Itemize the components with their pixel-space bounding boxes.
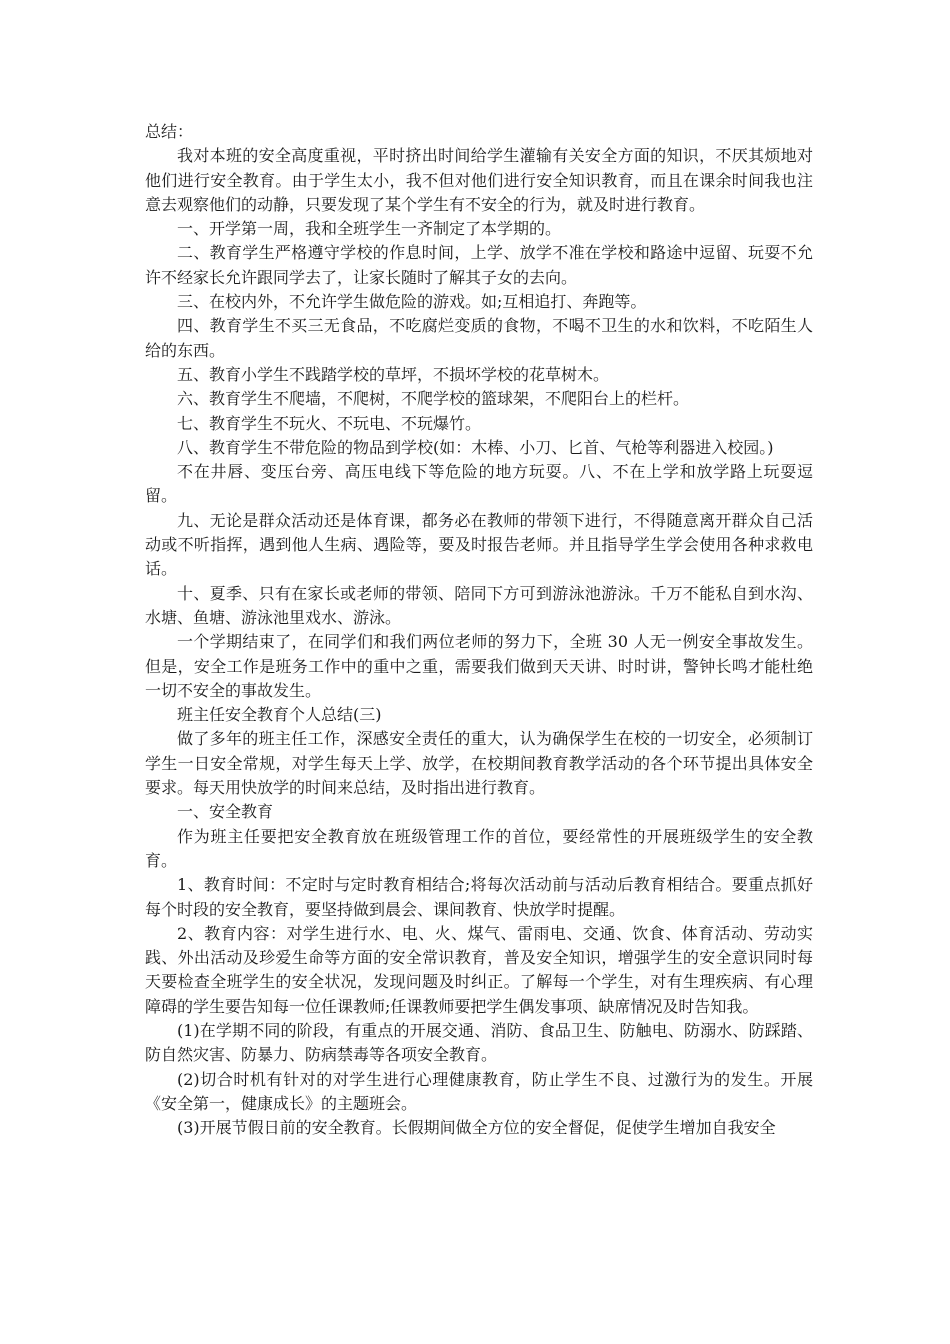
paragraph: 七、教育学生不玩火、不玩电、不玩爆竹。 [177, 413, 482, 433]
paragraph: 一个学期结束了，在同学们和我们两位老师的努力下，全班 30 人无一例安全事故发生。但是，安全工作是班务工作中的重中之重，需要我们做到天天讲、时时讲，警钟长鸣才能杜绝一切不安全的事故发生。 [145, 632, 813, 700]
paragraph: 三、在校内外，不允许学生做危险的游戏。如;互相追打、奔跑等。 [177, 292, 647, 312]
paragraph: 作为班主任要把安全教育放在班级管理工作的首位，要经常性的开展班级学生的安全教育。 [145, 826, 813, 870]
paragraph: 八、教育学生不带危险的物品到学校(如：木棒、小刀、匕首、气枪等利器进入校园。) [177, 437, 774, 457]
paragraph: 六、教育学生不爬墙，不爬树，不爬学校的篮球架，不爬阳台上的栏杆。 [177, 389, 690, 409]
paragraph: 做了多年的班主任工作，深感安全责任的重大，认为确保学生在校的一切安全，必须制订学生一日安全常规，对学生每天上学、放学，在校期间教育教学活动的各个环节提出具体安全要求。每天用快放学的时间来总结，及时指出进行教育。 [145, 729, 813, 798]
subsection-heading: 一、安全教育 [177, 802, 274, 822]
document-page [145, 120, 813, 1140]
paragraph: 2、教育内容：对学生进行水、电、火、煤气、雷雨电、交通、饮食、体育活动、劳动实践、外出活动及珍爱生命等方面的安全常识教育，普及安全知识，增强学生的安全意识同时每天要检查全班学生的安全状况，发现问题及时纠正。了解每一个学生，对有生理疾病、有心理障碍的学生要告知每一位任课教师;任课教师要把学生偶发事项、缺席情况及时告知我。 [145, 923, 813, 1016]
section-title: 班主任安全教育个人总结(三) [177, 705, 382, 725]
paragraph: 我对本班的安全高度重视，平时挤出时间给学生灌输有关安全方面的知识，不厌其烦地对他们进行安全教育。由于学生太小，我不但对他们进行安全知识教育，而且在课余时间我也注意去观察他们的动静，只要发现了某个学生有不安全的行为，就及时进行教育。 [145, 146, 813, 214]
paragraph: 二、教育学生严格遵守学校的作息时间，上学、放学不准在学校和路途中逗留、玩耍不允许不经家长允许跟同学去了，让家长随时了解其子女的去向。 [145, 243, 813, 287]
paragraph: 九、无论是群众活动还是体育课，都务必在教师的带领下进行，不得随意离开群众自己活动或不听指挥，遇到他人生病、遇险等，要及时报告老师。并且指导学生学会使用各种求救电话。 [145, 510, 813, 579]
paragraph: 四、教育学生不买三无食品，不吃腐烂变质的食物，不喝不卫生的水和饮料，不吃陌生人给的东西。 [145, 316, 813, 360]
paragraph: 1、教育时间：不定时与定时教育相结合;将每次活动前与活动后教育相结合。要重点抓好每个时段的安全教育，要坚持做到晨会、课间教育、快放学时提醒。 [145, 875, 813, 919]
paragraph: 十、夏季、只有在家长或老师的带领、陪同下方可到游泳池游泳。千万不能私自到水沟、水塘、鱼塘、游泳池里戏水、游泳。 [145, 583, 813, 627]
paragraph: (1)在学期不同的阶段，有重点的开展交通、消防、食品卫生、防触电、防溺水、防踩踏、防自然灾害、防暴力、防病禁毒等各项安全教育。 [145, 1020, 813, 1065]
paragraph: 一、开学第一周，我和全班学生一齐制定了本学期的。 [177, 219, 562, 239]
paragraph: (3)开展节假日前的安全教育。长假期间做全方位的安全督促，促使学生增加自我安全 [177, 1118, 776, 1138]
summary-heading: 总结： [145, 122, 194, 141]
paragraph: 五、教育小学生不践踏学校的草坪，不损坏学校的花草树木。 [177, 364, 610, 384]
paragraph: 不在井唇、变压台旁、高压电线下等危险的地方玩耍。八、不在上学和放学路上玩耍逗留。 [145, 462, 813, 506]
paragraph: (2)切合时机有针对的对学生进行心理健康教育，防止学生不良、过激行为的发生。开展《安全第一，健康成长》的主题班会。 [145, 1069, 813, 1113]
